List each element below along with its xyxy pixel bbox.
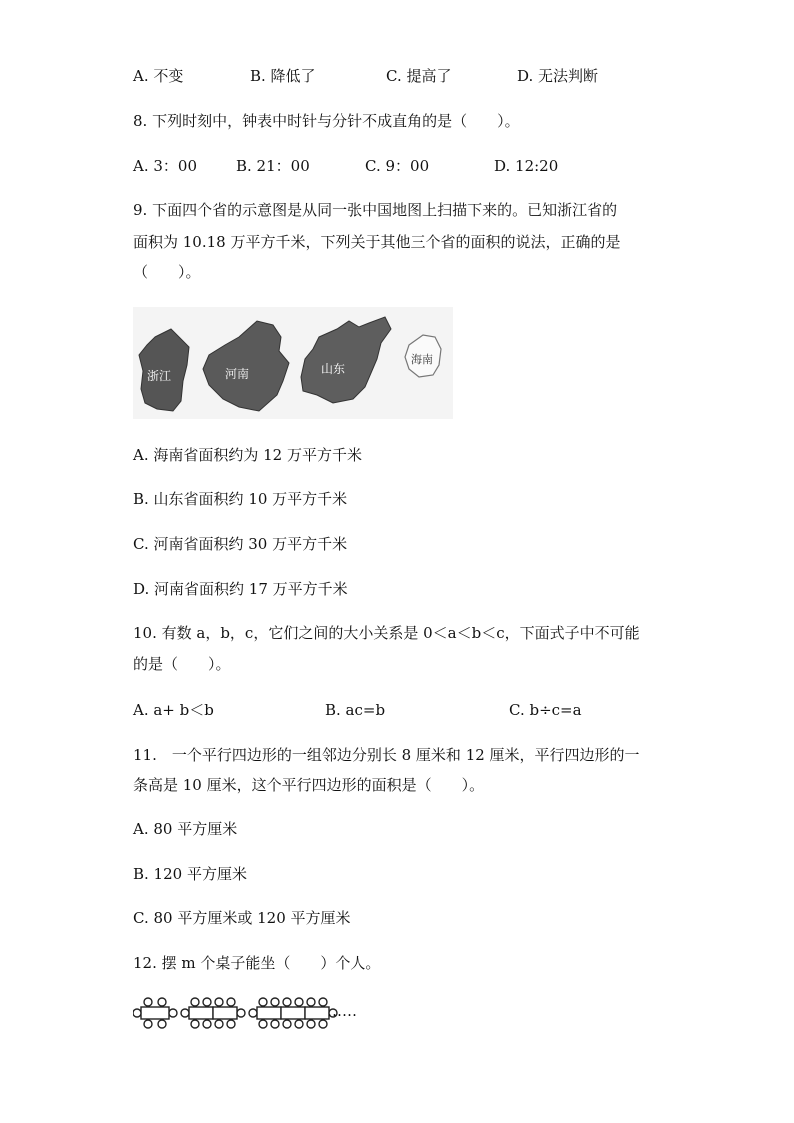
province-maps-svg <box>133 307 453 419</box>
q9-option-d: D. 河南省面积约 17 万平方千米 <box>133 580 348 598</box>
q10-question-line2: 的是（ ）。 <box>133 655 231 673</box>
q9-question-line3: （ ）。 <box>133 263 201 281</box>
q7-option-b: B. 降低了 <box>250 67 316 85</box>
two-tables-group <box>181 998 245 1028</box>
q8-option-a: A. 3：00 <box>133 157 197 175</box>
q7-option-d: D. 无法判断 <box>517 67 599 85</box>
hainan-map-label: 海南 <box>411 353 433 366</box>
q10-question-line1: 10. 有数 a，b，c，它们之间的大小关系是 0＜a＜b＜c，下面式子中不可能 <box>133 624 640 642</box>
q10-option-b: B. ac=b <box>325 701 386 719</box>
one-table-group <box>133 998 177 1028</box>
q11-option-b: B. 120 平方厘米 <box>133 865 247 883</box>
q11-question-line1: 11. 一个平行四边形的一组邻边分别长 8 厘米和 12 厘米，平行四边形的一 <box>133 746 640 764</box>
shandong-map-label: 山东 <box>321 362 346 376</box>
q8-option-b: B. 21：00 <box>236 157 310 175</box>
q8-question: 8. 下列时刻中，钟表中时针与分针不成直角的是（ ）。 <box>133 112 520 130</box>
q9-option-a: A. 海南省面积约为 12 万平方千米 <box>133 446 362 464</box>
q9-option-c: C. 河南省面积约 30 万平方千米 <box>133 535 348 553</box>
q10-option-a: A. a+ b＜b <box>133 701 214 719</box>
henan-map-label: 河南 <box>225 367 250 381</box>
q7-option-a: A. 不变 <box>133 67 184 85</box>
continuation-ellipsis: …… <box>327 1002 357 1020</box>
q11-option-a: A. 80 平方厘米 <box>133 820 238 838</box>
q8-option-d: D. 12:20 <box>494 157 559 175</box>
q8-option-c: C. 9：00 <box>365 157 430 175</box>
zhejiang-map-label: 浙江 <box>147 369 172 383</box>
q9-question-line2: 面积为 10.18 万平方千米，下列关于其他三个省的面积的说法，正确的是 <box>133 233 621 251</box>
q11-option-c: C. 80 平方厘米或 120 平方厘米 <box>133 909 351 927</box>
q12-question: 12. 摆 m 个桌子能坐（ ）个人。 <box>133 954 381 972</box>
province-maps-figure <box>133 307 453 419</box>
q9-option-b: B. 山东省面积约 10 万平方千米 <box>133 490 348 508</box>
three-tables-group <box>249 998 337 1028</box>
q10-option-c: C. b÷c=a <box>509 701 582 719</box>
q9-question-line1: 9. 下面四个省的示意图是从同一张中国地图上扫描下来的。已知浙江省的 <box>133 201 618 219</box>
q7-option-c: C. 提高了 <box>386 67 452 85</box>
q11-question-line2: 条高是 10 厘米，这个平行四边形的面积是（ ）。 <box>133 776 485 794</box>
